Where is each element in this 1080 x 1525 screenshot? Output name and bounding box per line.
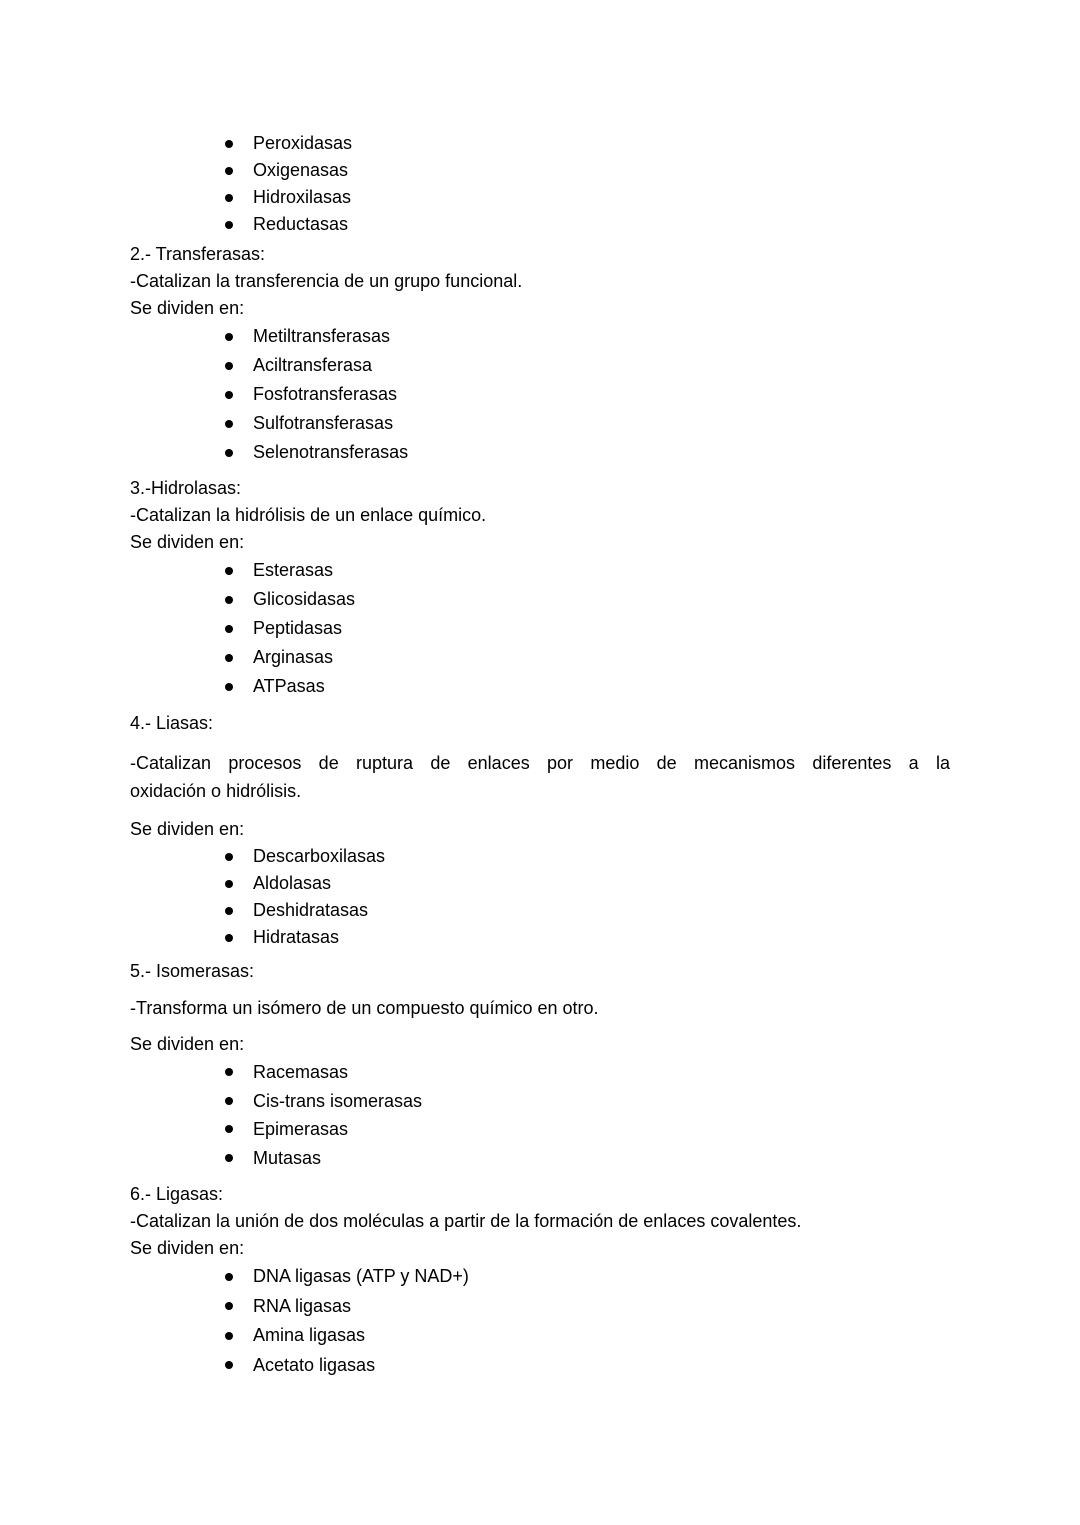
- bullet-icon: [225, 596, 233, 604]
- list-item: [130, 1144, 950, 1173]
- list-item: [130, 1115, 950, 1144]
- section-transferasas: [130, 241, 950, 467]
- list-item-label: Aldolasas: [253, 873, 332, 893]
- bullet-icon: [225, 625, 233, 633]
- enzyme-sublist: [130, 322, 950, 467]
- list-item: [130, 643, 950, 672]
- list-item-label: Glicosidasas: [253, 589, 356, 609]
- bullet-icon: [225, 853, 233, 861]
- bullet-icon: [225, 1332, 233, 1340]
- list-item-label: Amina ligasas: [253, 1325, 366, 1345]
- bullet-icon: [225, 1361, 233, 1369]
- list-item: [130, 211, 950, 238]
- list-item-label: Selenotransferasas: [253, 442, 409, 462]
- list-item-label: Aciltransferasa: [253, 355, 373, 375]
- list-item-label: Epimerasas: [253, 1119, 349, 1139]
- bullet-icon: [225, 1097, 233, 1105]
- intro-enzyme-list: [130, 130, 950, 238]
- bullet-icon: [225, 567, 233, 575]
- bullet-icon: [225, 1302, 233, 1310]
- section-description: -Catalizan la unión de dos moléculas a partir de la formación de enlaces covalentes.: [130, 1211, 802, 1231]
- list-item: [130, 614, 950, 643]
- list-item-label: Reductasas: [253, 214, 349, 234]
- list-item-label: Acetato ligasas: [253, 1354, 376, 1375]
- list-item: [130, 1351, 950, 1381]
- section-description: -Catalizan la hidrólisis de un enlace químico.: [130, 505, 487, 525]
- section-liasas: [130, 710, 950, 951]
- enzyme-sublist: [130, 556, 950, 701]
- list-item: [130, 322, 950, 351]
- section-isomerasas: [130, 958, 950, 1172]
- list-item-label: Fosfotransferasas: [253, 384, 398, 404]
- enzyme-sublist: [130, 843, 950, 951]
- list-item-label: Esterasas: [253, 560, 334, 580]
- list-item: [130, 351, 950, 380]
- list-item-label: Cis-trans isomerasas: [253, 1090, 423, 1111]
- list-item-label: Oxigenasas: [253, 160, 349, 180]
- bullet-icon: [225, 1273, 233, 1281]
- list-item: [130, 556, 950, 585]
- list-item-label: Hidratasas: [253, 927, 340, 947]
- list-item: [130, 672, 950, 701]
- list-item-label: ATPasas: [253, 676, 325, 696]
- list-item-label: RNA ligasas: [253, 1295, 352, 1316]
- bullet-icon: [225, 420, 233, 428]
- section-heading: 3.-Hidrolasas:: [130, 478, 242, 498]
- section-heading: 4.- Liasas:: [130, 713, 214, 733]
- list-item: [130, 843, 950, 870]
- section-hidrolasas: [130, 475, 950, 701]
- list-item-label: DNA ligasas (ATP y NAD+): [253, 1266, 469, 1286]
- list-item: [130, 1321, 950, 1351]
- bullet-icon: [225, 194, 233, 202]
- se-dividen-label: Se dividen en:: [130, 298, 245, 318]
- bullet-icon: [225, 221, 233, 229]
- list-item-label: Peptidasas: [253, 618, 343, 638]
- list-item-label: Peroxidasas: [253, 133, 353, 153]
- section-heading: 6.- Ligasas:: [130, 1184, 224, 1204]
- se-dividen-label: Se dividen en:: [130, 1034, 245, 1054]
- bullet-icon: [225, 1125, 233, 1133]
- bullet-icon: [225, 449, 233, 457]
- se-dividen-label: Se dividen en:: [130, 1238, 245, 1258]
- list-item-label: Descarboxilasas: [253, 846, 386, 866]
- enzyme-sublist: [130, 1058, 950, 1172]
- section-heading: 2.- Transferasas:: [130, 244, 266, 264]
- bullet-icon: [225, 907, 233, 915]
- section-heading: 5.- Isomerasas:: [130, 961, 255, 981]
- section-description-line-2: oxidación o hidrólisis.: [130, 781, 302, 801]
- list-item-label: Racemasas: [253, 1062, 349, 1082]
- list-item-label: Mutasas: [253, 1147, 322, 1168]
- se-dividen-label: Se dividen en:: [130, 532, 245, 552]
- list-item-label: Deshidratasas: [253, 900, 369, 920]
- list-item-label: Hidroxilasas: [253, 187, 352, 207]
- se-dividen-label: Se dividen en:: [130, 819, 245, 839]
- bullet-icon: [225, 683, 233, 691]
- bullet-icon: [225, 1068, 233, 1076]
- enzyme-sublist: [130, 1262, 950, 1380]
- bullet-icon: [225, 362, 233, 370]
- section-description-line-1: -Catalizan procesos de ruptura de enlaces por medio de mecanismos diferentes a la: [130, 753, 950, 773]
- section-description: -Catalizan la transferencia de un grupo funcional.: [130, 271, 523, 291]
- list-item: [130, 438, 950, 467]
- list-item: [130, 1292, 950, 1322]
- list-item: [130, 1087, 950, 1116]
- bullet-icon: [225, 333, 233, 341]
- list-item-label: Sulfotransferasas: [253, 413, 394, 433]
- list-item: [130, 130, 950, 157]
- list-item: [130, 897, 950, 924]
- section-ligasas: [130, 1181, 950, 1380]
- list-item: [130, 157, 950, 184]
- bullet-icon: [225, 934, 233, 942]
- bullet-icon: [225, 167, 233, 175]
- bullet-icon: [225, 1154, 233, 1162]
- list-item-label: Arginasas: [253, 647, 334, 667]
- list-item-label: Metiltransferasas: [253, 326, 391, 346]
- bullet-icon: [225, 654, 233, 662]
- list-item: [130, 409, 950, 438]
- list-item: [130, 380, 950, 409]
- list-item: [130, 585, 950, 614]
- bullet-icon: [225, 140, 233, 148]
- list-item: [130, 184, 950, 211]
- list-item: [130, 1058, 950, 1087]
- list-item: [130, 924, 950, 951]
- bullet-icon: [225, 880, 233, 888]
- list-item: [130, 1262, 950, 1292]
- section-description: -Transforma un isómero de un compuesto químico en otro.: [130, 998, 599, 1018]
- list-item: [130, 870, 950, 897]
- bullet-icon: [225, 391, 233, 399]
